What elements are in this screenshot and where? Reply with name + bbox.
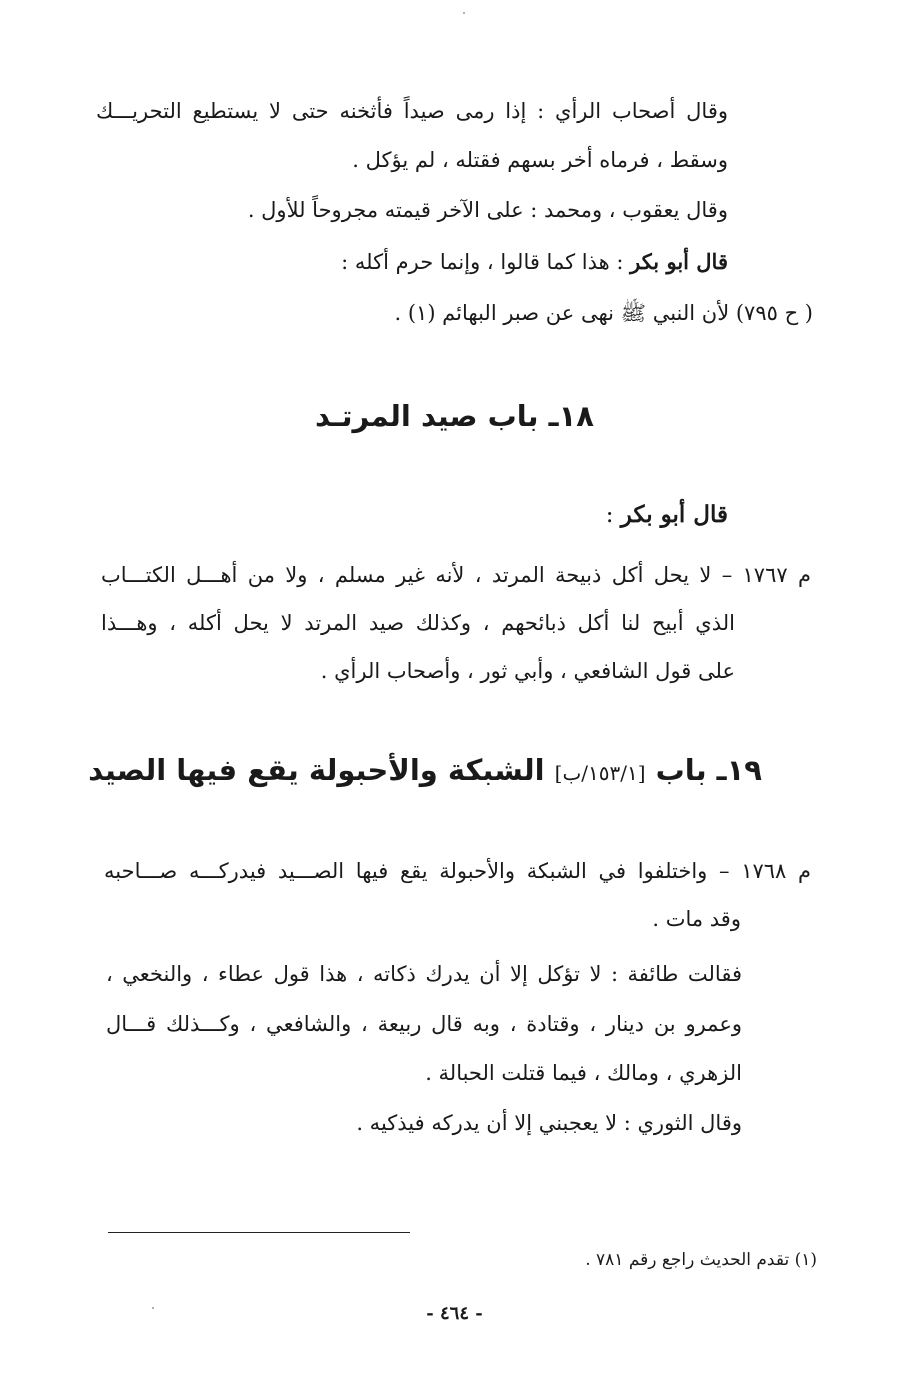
text-line: وقال الثوري : لا يعجبني إلا أن يدركه فيذكيه . — [356, 1111, 742, 1135]
section-heading-number: ١٩ـ باب — [645, 753, 762, 787]
hadith-line: ( ح ٧٩٥) لأن النبي ﷺ نهى عن صبر البهائم (١) . — [394, 301, 813, 325]
text-line: وسقط ، فرماه أخر بسهم فقتله ، لم يؤكل . — [352, 148, 728, 172]
speaker-name: قال أبو بكر — [620, 501, 728, 528]
text-line: الزهري ، ومالك ، فيما قتلت الحبالة . — [425, 1061, 742, 1085]
text-line — [341, 247, 728, 277]
speaker-name: قال أبو بكر — [630, 249, 728, 274]
text-line: وقد مات . — [652, 907, 741, 931]
section-heading: ١٨ـ باب صيد المرتـد — [314, 399, 594, 433]
text-line — [606, 500, 728, 530]
text-line: وقال يعقوب ، ومحمد : على الآخر قيمته مجروحاً للأول . — [247, 198, 728, 222]
text-line: م ١٧٦٧ – لا يحل أكل ذبيحة المرتد ، لأنه غير مسلم ، ولا من أهـــل الكتـــاب — [101, 563, 811, 587]
page-number: - ٤٦٤ - — [426, 1303, 483, 1324]
scan-speck — [152, 1307, 154, 1309]
text-line: م ١٧٦٨ – واختلفوا في الشبكة والأحبولة يقع فيها الصـــيد فيدركـــه صـــاحبه — [104, 859, 811, 883]
text-fragment: : — [605, 502, 621, 528]
text-line: على قول الشافعي ، وأبي ثور ، وأصحاب الرأي . — [320, 659, 735, 683]
text-line: الذي أبيح لنا أكل ذبائحهم ، وكذلك صيد المرتد لا يحل أكله ، وهـــذا — [101, 611, 735, 635]
section-heading — [88, 750, 762, 793]
footnote: (١) تقدم الحديث راجع رقم ٧٨١ . — [585, 1250, 817, 1270]
manuscript-reference: [١٥٣/١/ب] — [554, 761, 646, 785]
text-fragment: : هذا كما قالوا ، وإنما حرم أكله : — [341, 250, 631, 274]
section-heading-title: الشبكة والأحبولة يقع فيها الصيد — [88, 753, 555, 787]
text-line: وقال أصحاب الرأي : إذا رمى صيداً فأثخنه حتى لا يستطيع التحريـــك — [96, 99, 728, 123]
scan-speck — [463, 12, 465, 14]
text-line: وعمرو بن دينار ، وقتادة ، وبه قال ربيعة ، والشافعي ، وكـــذلك قـــال — [106, 1012, 742, 1036]
footnote-separator — [108, 1232, 410, 1233]
text-line: فقالت طائفة : لا تؤكل إلا أن يدرك ذكاته ، هذا قول عطاء ، والنخعي ، — [106, 962, 742, 986]
